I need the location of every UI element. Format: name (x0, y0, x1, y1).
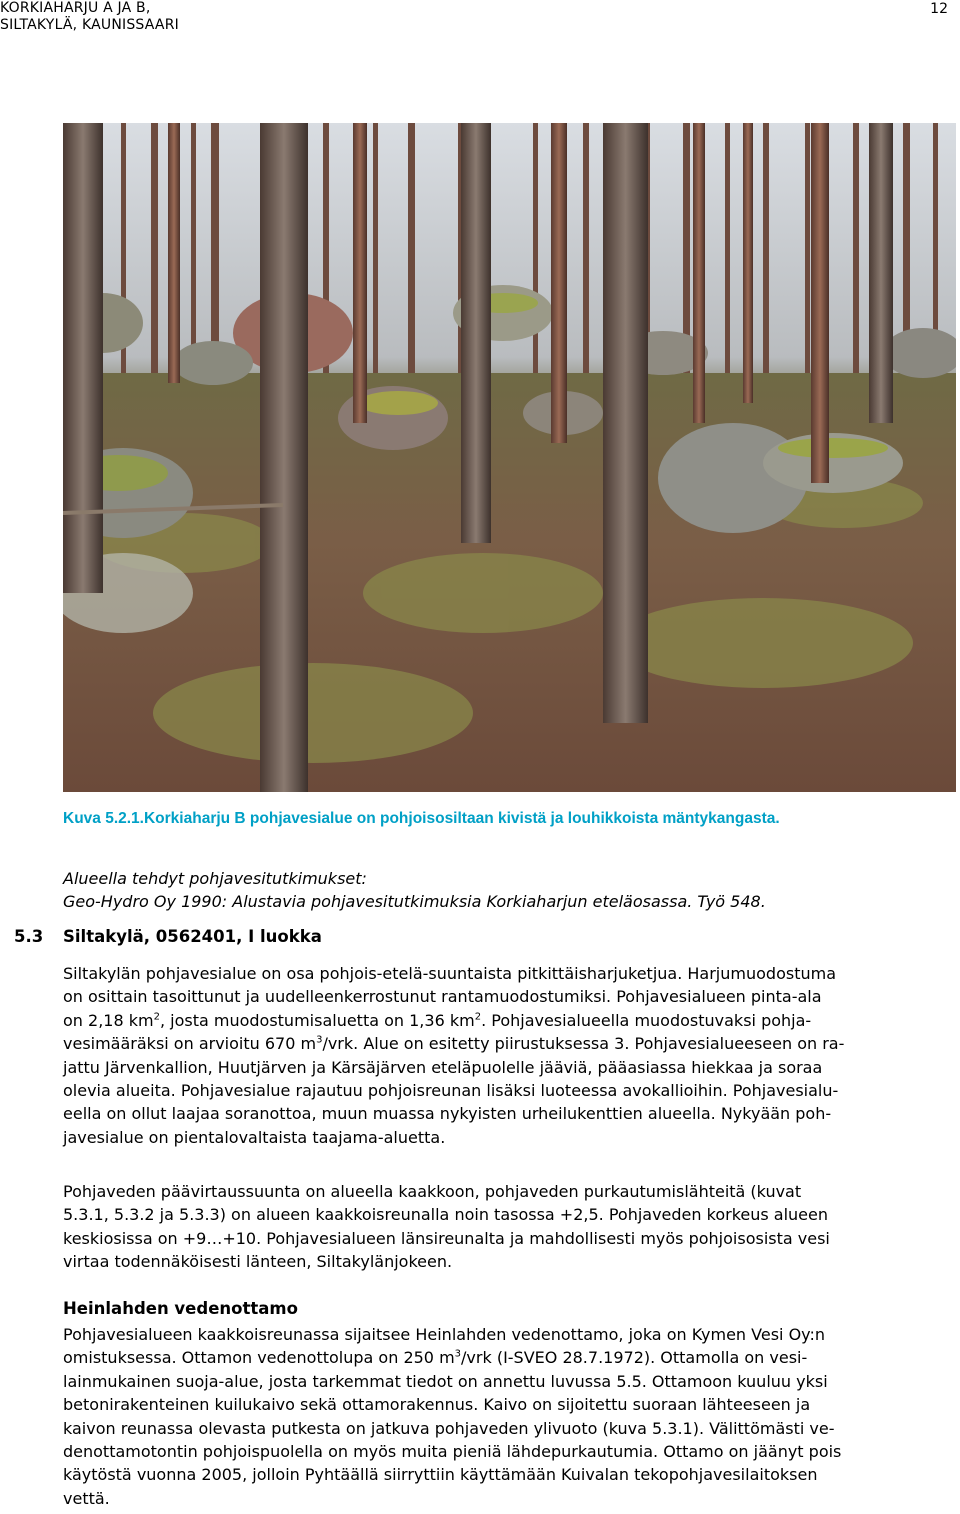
running-header (0, 0, 179, 34)
text-line: keskiosissa on +9…+10. Pohjavesialueen länsireunalta ja mahdollisesti myös pohjoisosista vesi (63, 1228, 830, 1248)
text-line: vettä. (63, 1488, 110, 1508)
forest-photo (63, 123, 956, 792)
text-line: eella on ollut laajaa soranottoa, muun muassa nykyisten urheilukenttien alueella. Nykyään poh- (63, 1104, 832, 1124)
paragraph-area-description (63, 962, 948, 1149)
text-line: on 2,18 $km^2$, josta muodostumisaluetta on 1,36 $km^2$. Pohjavesialueella muodostuvaksi pohja- (63, 1010, 812, 1030)
investigations-title: Alueella tehdyt pohjavesitutkimukset: (63, 869, 367, 888)
text-line: jattu Järvenkallion, Huutjärven ja Kärsäjärven eteläpuolelle jääviä, pääasiassa hiekkaa ja soraa (63, 1057, 823, 1077)
header-line-1: KORKIAHARJU A JA B, (0, 0, 151, 16)
text-line: vesimääräksi on arvioitu 670 $m^3$/vrk. Alue on esitetty piirustuksessa 3. Pohjavesialueeseen on ra- (63, 1034, 845, 1054)
text-line: käytöstä vuonna 2005, jolloin Pyhtäällä siirryttiin käyttämään Kuivalan tekopohjavesilaitoksen (63, 1465, 818, 1485)
text-line: Pohjavesialueen kaakkoisreunassa sijaitsee Heinlahden vedenottamo, joka on Kymen Vesi Oy:n (63, 1325, 825, 1344)
section-title: Siltakylä, 0562401, I luokka (63, 927, 322, 946)
text-line: virtaa todennäköisesti länteen, Siltakylänjokeen. (63, 1252, 453, 1272)
paragraph-groundwater-flow (63, 1180, 948, 1274)
header-line-2: SILTAKYLÄ, KAUNISSAARI (0, 17, 179, 33)
figure-caption: Kuva 5.2.1.Korkiaharju B pohjavesialue on pohjoisosiltaan kivistä ja louhikkoista mäntykangasta. (63, 810, 780, 827)
text-line: betonirakenteinen kuilukaivo sekä ottamorakennus. Kaivo on sijoitettu suoraan lähteeseen ja (63, 1395, 811, 1415)
subheading-heinlahti: Heinlahden vedenottamo (63, 1299, 298, 1318)
text-line: Pohjaveden päävirtaussuunta on alueella kaakkoon, pohjaveden purkautumislähteitä (kuvat (63, 1182, 802, 1201)
text-line: javesialue on pientalovaltaista taajama-aluetta. (63, 1127, 446, 1147)
investigations-item: Geo-Hydro Oy 1990: Alustavia pohjavesitutkimuksia Korkiaharjun eteläosassa. Työ 548. (63, 892, 766, 911)
investigations-block (63, 867, 766, 913)
text-line: kaivon reunassa olevasta putkesta on jatkuva pohjaveden ylivuoto (kuva 5.3.1). Välittömästi ve- (63, 1418, 835, 1438)
section-number: 5.3 (14, 927, 44, 946)
text-line: lainmukainen suoja-alue, josta tarkemmat tiedot on annettu luvussa 5.5. Ottamoon kuuluu yksi (63, 1371, 828, 1391)
page-number: 12 (930, 1, 948, 17)
text-line: denottamotontin pohjoispuolella on myös muita pieniä lähdepurkautumia. Ottamo on jäänyt pois (63, 1442, 842, 1462)
text-line: omistuksessa. Ottamon vedenottolupa on 250 $m^3$/vrk (I-SVEO 28.7.1972). Ottamolla on vesi- (63, 1348, 808, 1368)
text-line: on osittain tasoittunut ja uudelleenkerrostunut rantamuodostumiksi. Pohjavesialueen pinta-ala (63, 987, 822, 1007)
text-line: Siltakylän pohjavesialue on osa pohjois-etelä-suuntaista pitkittäisharjuketjua. Harjumuodostuma (63, 964, 836, 983)
section-heading (14, 927, 322, 946)
text-line: 5.3.1, 5.3.2 ja 5.3.3) on alueen kaakkoisreunalla noin tasossa +2,5. Pohjaveden korkeus alueen (63, 1205, 829, 1225)
paragraph-heinlahti (63, 1323, 948, 1510)
text-line: olevia alueita. Pohjavesialue rajautuu pohjoisreunan lisäksi luoteessa avokallioihin. Pohjavesialu- (63, 1081, 839, 1101)
